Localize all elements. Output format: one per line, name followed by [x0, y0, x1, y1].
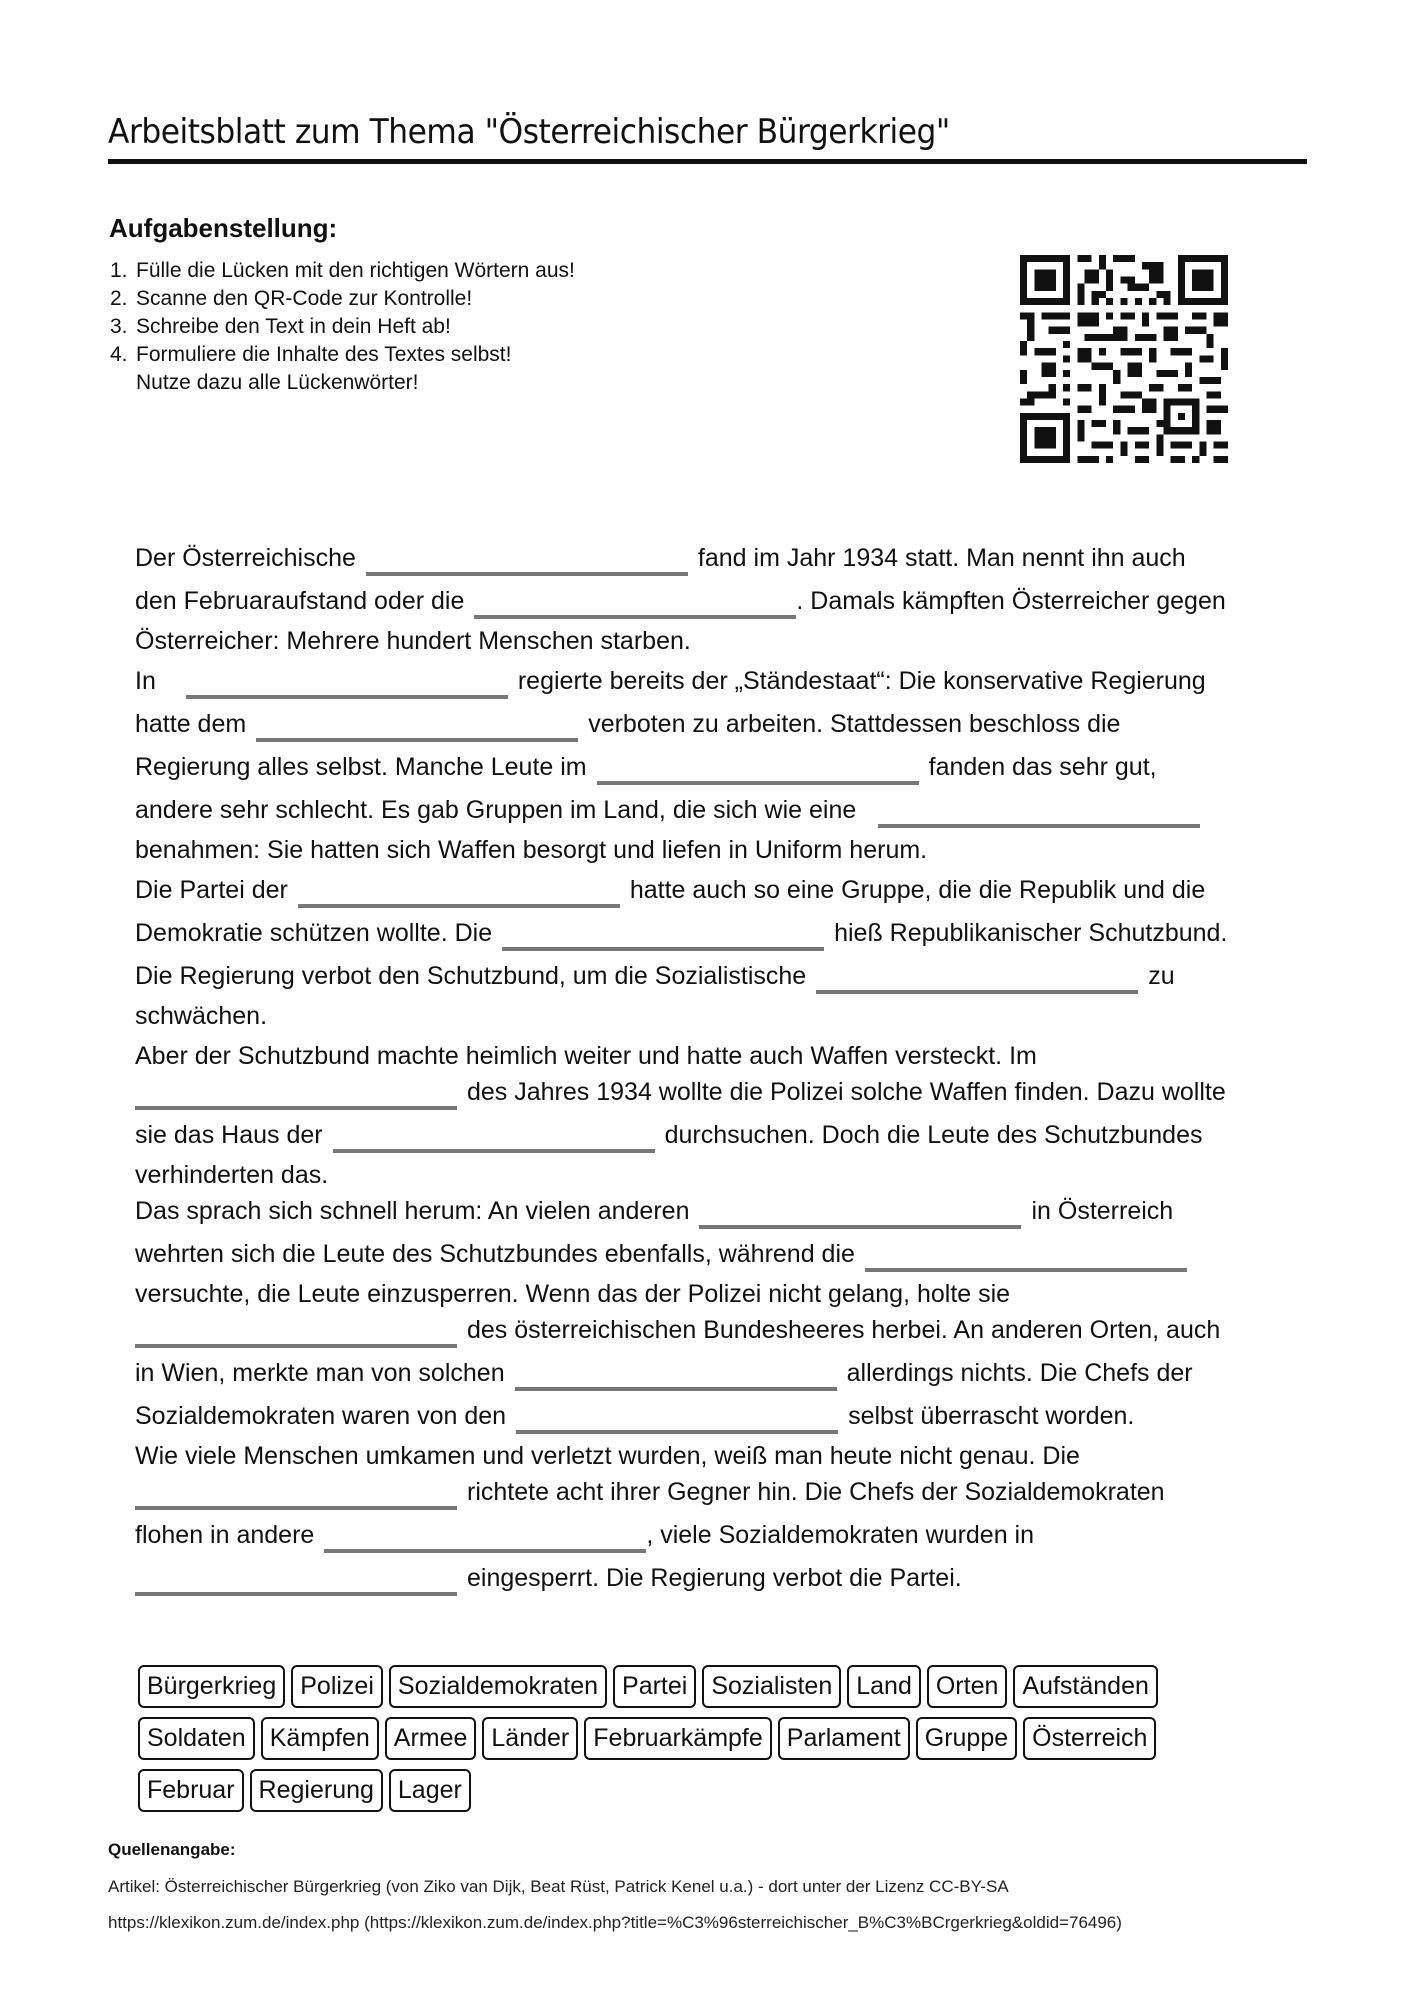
answer-blank[interactable]	[878, 796, 1200, 828]
answer-blank[interactable]	[516, 1402, 838, 1434]
instruction-item: 2. Scanne den QR-Code zur Kontrolle!	[110, 287, 473, 310]
answer-blank[interactable]	[474, 587, 796, 619]
text-line: Sozialdemokraten waren von den selbst überrascht worden.	[135, 1402, 1335, 1442]
text-line: Die Regierung verbot den Schutzbund, um die Sozialistische zu	[135, 962, 1335, 1002]
answer-blank[interactable]	[135, 1078, 457, 1110]
answer-blank[interactable]	[333, 1121, 655, 1153]
word-chip[interactable]: Österreich	[1023, 1717, 1156, 1760]
word-chip[interactable]: Polizei	[291, 1665, 383, 1708]
word-bank	[138, 1665, 1258, 1821]
task-heading: Aufgabenstellung:	[109, 213, 338, 243]
text-line: Demokratie schützen wollte. Die hieß Republikanischer Schutzbund.	[135, 919, 1335, 962]
source-heading: Quellenangabe:	[108, 1840, 236, 1859]
word-chip[interactable]: Parlament	[778, 1717, 910, 1760]
text-line: richtete acht ihrer Gegner hin. Die Chefs der Sozialdemokraten	[135, 1478, 1335, 1521]
word-chip[interactable]: Februarkämpfe	[584, 1717, 772, 1760]
word-chip[interactable]: Aufständen	[1013, 1665, 1158, 1708]
word-chip[interactable]: Kämpfen	[261, 1717, 379, 1760]
instruction-item: 1. Fülle die Lücken mit den richtigen Wörtern aus!	[110, 259, 575, 282]
word-chip[interactable]: Sozialdemokraten	[389, 1665, 607, 1708]
instruction-item: 3. Schreibe den Text in dein Heft ab!	[110, 315, 451, 338]
source-citation: Artikel: Österreichischer Bürgerkrieg (von Ziko van Dijk, Beat Rüst, Patrick Kenel u.a.) - dort unter der Lizenz CC-BY-SA	[108, 1877, 1009, 1896]
word-chip[interactable]: Lager	[389, 1769, 471, 1812]
word-chip[interactable]: Partei	[613, 1665, 696, 1708]
answer-blank[interactable]	[865, 1240, 1187, 1272]
text-line: des Jahres 1934 wollte die Polizei solche Waffen finden. Dazu wollte	[135, 1078, 1335, 1121]
word-chip[interactable]: Gruppe	[916, 1717, 1017, 1760]
answer-blank[interactable]	[816, 962, 1138, 994]
answer-blank[interactable]	[515, 1359, 837, 1391]
title-underline	[108, 159, 1307, 164]
text-line: Das sprach sich schnell herum: An vielen anderen in Österreich	[135, 1197, 1335, 1240]
text-line: in Wien, merkte man von solchen allerdings nichts. Die Chefs der	[135, 1359, 1335, 1402]
word-chip[interactable]: Orten	[927, 1665, 1008, 1708]
text-line: benahmen: Sie hatten sich Waffen besorgt und liefen in Uniform herum.	[135, 836, 928, 864]
text-line: den Februaraufstand oder die . Damals kämpften Österreicher gegen	[135, 587, 1335, 627]
answer-blank[interactable]	[699, 1197, 1021, 1229]
text-line: Aber der Schutzbund machte heimlich weiter und hatte auch Waffen versteckt. Im	[135, 1042, 1037, 1070]
word-chip[interactable]: Armee	[385, 1717, 477, 1760]
instruction-item: 4. Formuliere die Inhalte des Textes selbst!	[110, 343, 512, 366]
cloze-text	[135, 544, 1335, 1607]
instruction-continuation: Nutze dazu alle Lückenwörter!	[136, 371, 419, 394]
word-bank-row	[138, 1769, 1258, 1821]
source-link[interactable]: https://klexikon.zum.de/index.php (https://klexikon.zum.de/index.php?title=%C3%96sterreichischer_B%C3%BCrgerkrieg&oldid=76496)	[108, 1913, 1122, 1932]
text-line: eingesperrt. Die Regierung verbot die Partei.	[135, 1564, 1335, 1607]
word-chip[interactable]: Sozialisten	[702, 1665, 841, 1708]
word-chip[interactable]: Land	[847, 1665, 921, 1708]
answer-blank[interactable]	[135, 1316, 457, 1348]
text-line: Der Österreichische fand im Jahr 1934 statt. Man nennt ihn auch	[135, 544, 1335, 587]
text-line: verhinderten das.	[135, 1161, 329, 1189]
word-chip[interactable]: Regierung	[250, 1769, 383, 1812]
text-line: hatte dem verboten zu arbeiten. Stattdessen beschloss die	[135, 710, 1335, 753]
text-line: In regierte bereits der „Ständestaat“: Die konservative Regierung	[135, 667, 1335, 710]
instruction-list	[110, 257, 575, 397]
answer-blank[interactable]	[324, 1521, 646, 1553]
text-line: des österreichischen Bundesheeres herbei. An anderen Orten, auch	[135, 1316, 1335, 1359]
text-line: andere sehr schlecht. Es gab Gruppen im Land, die sich wie eine	[135, 796, 1335, 836]
text-line: flohen in andere , viele Sozialdemokraten wurden in	[135, 1521, 1335, 1564]
word-chip[interactable]: Soldaten	[138, 1717, 255, 1760]
word-bank-row	[138, 1717, 1258, 1769]
answer-blank[interactable]	[597, 753, 919, 785]
word-chip[interactable]: Februar	[138, 1769, 244, 1812]
word-chip[interactable]: Bürgerkrieg	[138, 1665, 285, 1708]
text-line: Regierung alles selbst. Manche Leute im fanden das sehr gut,	[135, 753, 1335, 796]
text-line: versuchte, die Leute einzusperren. Wenn das der Polizei nicht gelang, holte sie	[135, 1280, 1011, 1308]
text-line: schwächen.	[135, 1002, 268, 1030]
answer-blank[interactable]	[366, 544, 688, 576]
qr-code[interactable]	[1020, 255, 1228, 463]
answer-blank[interactable]	[256, 710, 578, 742]
answer-blank[interactable]	[502, 919, 824, 951]
answer-blank[interactable]	[298, 876, 620, 908]
text-line: sie das Haus der durchsuchen. Doch die Leute des Schutzbundes	[135, 1121, 1335, 1161]
word-chip[interactable]: Länder	[482, 1717, 578, 1760]
answer-blank[interactable]	[135, 1564, 457, 1596]
text-line: Wie viele Menschen umkamen und verletzt wurden, weiß man heute nicht genau. Die	[135, 1442, 1080, 1470]
text-line: Die Partei der hatte auch so eine Gruppe, die die Republik und die	[135, 876, 1335, 919]
word-bank-row	[138, 1665, 1258, 1717]
answer-blank[interactable]	[135, 1478, 457, 1510]
text-line: Österreicher: Mehrere hundert Menschen starben.	[135, 627, 691, 655]
answer-blank[interactable]	[186, 667, 508, 699]
page-title: Arbeitsblatt zum Thema "Österreichischer Bürgerkrieg"	[108, 112, 950, 152]
text-line: wehrten sich die Leute des Schutzbundes ebenfalls, während die	[135, 1240, 1335, 1280]
